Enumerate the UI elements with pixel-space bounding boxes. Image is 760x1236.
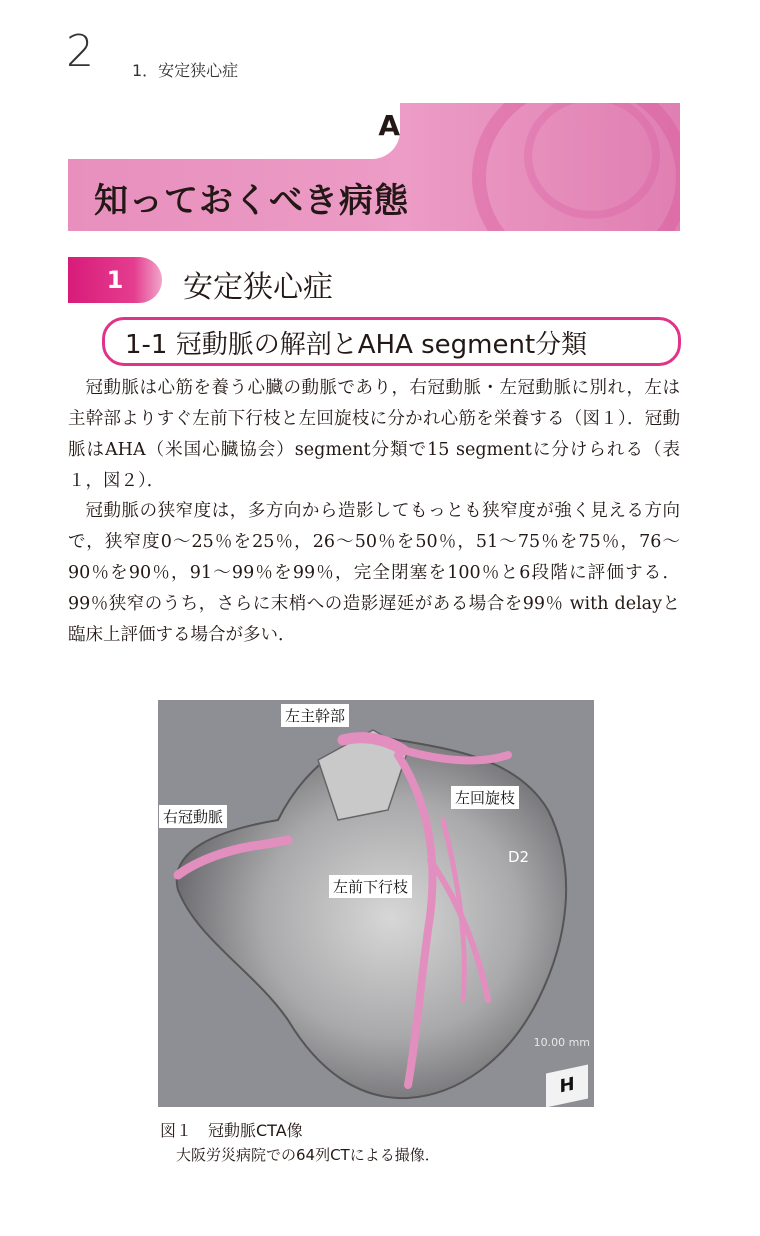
banner-letter-tab bbox=[68, 103, 400, 159]
body-paragraph-1: 冠動脈は心筋を養う心臓の動脈であり，右冠動脈・左冠動脈に別れ，左は主幹部よりすぐ左前下行枝と左回旋枝に分かれ心筋を栄養する（図１）．冠動脈はAHA（米国心臓協会）segment分類で15 segmentに分けられる（表１，図２）． bbox=[68, 378, 680, 491]
label-left-main: 左主幹部 bbox=[281, 704, 349, 727]
running-head: 1．安定狭心症 bbox=[132, 61, 239, 80]
chapter-banner bbox=[68, 103, 680, 231]
heart-illustration bbox=[158, 700, 594, 1107]
label-right-coronary: 右冠動脈 bbox=[159, 805, 227, 828]
section-number: 1 bbox=[106, 266, 124, 294]
body-paragraph-2: 冠動脈の狭窄度は，多方向から造影してもっとも狭窄度が強く見える方向で，狭窄度0～25％を25％，26～50％を50％，51～75％を75％，76～90％を90％，91～99％を99％，完全閉塞を100％と6段階に評価する．99％狭窄のうち，さらに末梢への造影遅延がある場合を99％ with delayと臨床上評価する場合が多い． bbox=[68, 501, 680, 645]
section-number-badge bbox=[68, 257, 162, 303]
orientation-cube: H bbox=[546, 1065, 588, 1107]
scale-text: 10.00 mm bbox=[533, 1036, 590, 1049]
label-d2: D2 bbox=[508, 848, 530, 866]
figure-caption: 図１ 冠動脈CTA像 bbox=[160, 1121, 303, 1140]
page-number: 2 bbox=[66, 26, 94, 77]
section-title: 安定狭心症 bbox=[183, 270, 333, 305]
subsection-title: 1-1 冠動脈の解剖とAHA segment分類 bbox=[125, 330, 588, 360]
label-left-circumflex: 左回旋枝 bbox=[451, 786, 519, 809]
subsection-heading-box bbox=[102, 317, 681, 366]
banner-letter: A bbox=[378, 109, 400, 142]
figure-caption-sub: 大阪労災病院での64列CTによる撮像． bbox=[176, 1146, 440, 1164]
label-lad: 左前下行枝 bbox=[329, 875, 412, 898]
cta-figure bbox=[158, 700, 594, 1107]
chapter-title: 知っておくべき病態 bbox=[94, 181, 409, 221]
